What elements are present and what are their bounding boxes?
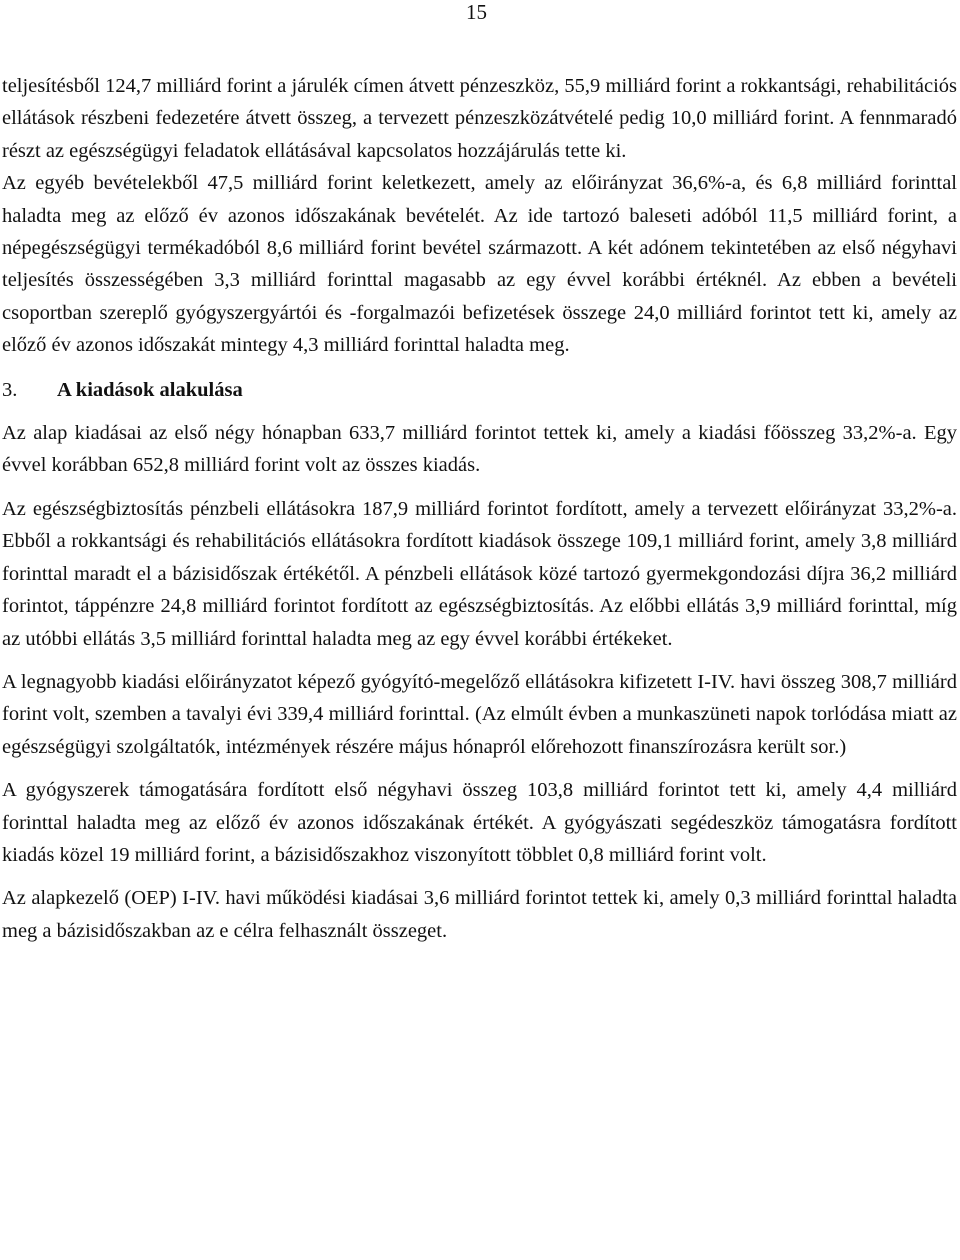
section-number: 3. xyxy=(2,378,18,401)
section-title: A kiadások alakulása xyxy=(57,378,243,401)
paragraph: Az egyéb bevételekből 47,5 milliárd forint keletkezett, amely az előirányzat 36,6%-a, és 6,8 milliárd forinttal haladta meg az előző év azonos időszakának bevételét. Az ide tartozó baleseti adóból 11,5 milliárd forint, a népegészségügyi termékadóból 8,6 milliárd forint bevétel származott. A két adónem tekintetében az első négyhavi teljesítés összességében 3,3 milliárd forinttal magasabb az egy évvel korábbi értéknél. Az ebben a bevételi csoportban szereplő gyógyszergyártói és -forgalmazói befizetések összege 24,0 milliárd forintot tett ki, amely az előző év azonos időszakát mintegy 4,3 milliárd forinttal haladta meg. xyxy=(2,172,957,357)
paragraph: A gyógyszerek támogatására fordított első négyhavi összeg 103,8 milliárd forintot tett ki, amely 4,4 milliárd forinttal haladta meg az előző év azonos időszakának értékét. A gyógyászati segédeszköz támogatásra fordított kiadás közel 19 milliárd forint, a bázisidőszakhoz viszonyított többlet 0,8 milliárd forint volt. xyxy=(2,779,957,866)
paragraph: teljesítésből 124,7 milliárd forint a járulék címen átvett pénzeszköz, 55,9 milliárd forint a rokkantsági, rehabilitációs ellátások részbeni fedezetére átvett összeg, a tervezett pénzeszközátvételé pedig 10,0 milliárd forint. A fennmaradó részt az egészségügyi feladatok ellátásával kapcsolatos hozzájárulás tette ki. xyxy=(2,75,957,162)
section-heading xyxy=(2,374,957,406)
page-number: 15 xyxy=(466,0,487,24)
document-body xyxy=(2,70,957,947)
paragraph: Az egészségbiztosítás pénzbeli ellátásokra 187,9 milliárd forintot fordított, amely a tervezett előirányzat 33,2%-a. Ebből a rokkantsági és rehabilitációs ellátásokra fordított kiadások összege 109,1 milliárd forint, amely 3,8 milliárd forinttal maradt el a bázisidőszak értékétől. A pénzbeli ellátások közé tartozó gyermekgondozási díjra 36,2 milliárd forintot, táppénzre 24,8 milliárd forintot fordított az egészségbiztosítás. Az előbbi ellátás 3,9 milliárd forinttal, míg az utóbbi ellátás 3,5 milliárd forinttal haladta meg az egy évvel korábbi értékeket. xyxy=(2,497,957,650)
paragraph: Az alapkezelő (OEP) I-IV. havi működési kiadásai 3,6 milliárd forintot tettek ki, amely 0,3 milliárd forinttal haladta meg a bázisidőszakban az e célra felhasznált összeget. xyxy=(2,887,957,942)
paragraph: A legnagyobb kiadási előirányzatot képező gyógyító-megelőző ellátásokra kifizetett I-IV. havi összeg 308,7 milliárd forint volt, szemben a tavalyi évi 339,4 milliárd forinttal. (Az elmúlt évben a munkaszüneti napok torlódása miatt az egészségügyi szolgáltatók, intézmények részére május hónapról előrehozott finanszírozásra került sor.) xyxy=(2,670,957,758)
paragraph: Az alap kiadásai az első négy hónapban 633,7 milliárd forintot tettek ki, amely a kiadási főösszeg 33,2%-a. Egy évvel korábban 652,8 milliárd forint volt az összes kiadás. xyxy=(2,422,957,477)
